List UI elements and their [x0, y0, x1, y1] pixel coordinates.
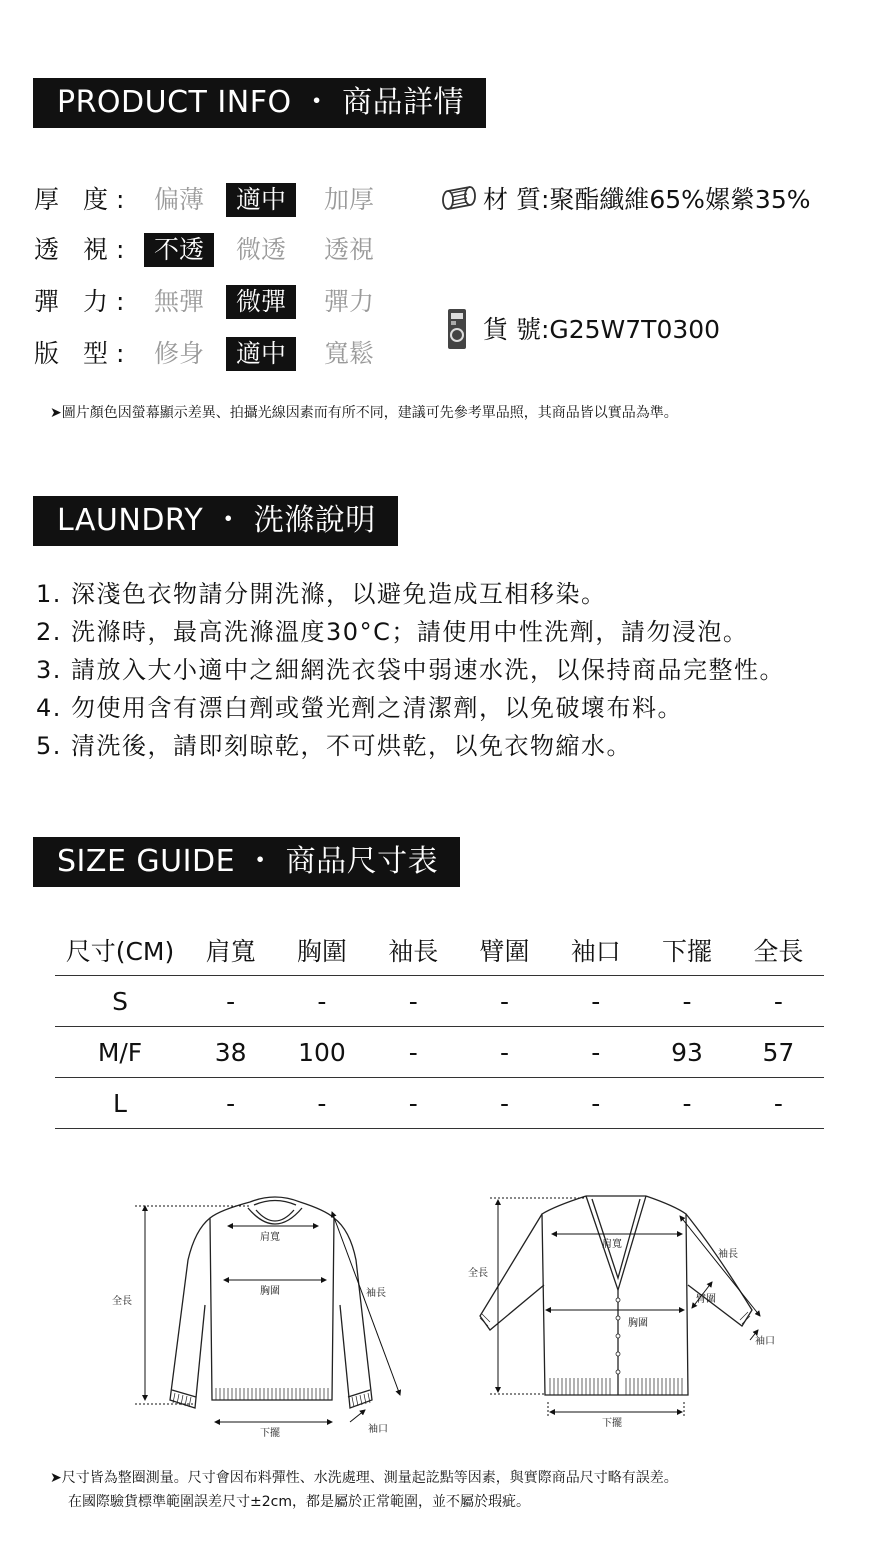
table-cell: -: [459, 1078, 550, 1129]
column-header: 全長: [733, 925, 824, 976]
table-cell: M/F: [55, 1027, 185, 1078]
size-note: 在國際驗貨標準範圍誤差尺寸±2cm，都是屬於正常範圍，並不屬於瑕疵。: [68, 1494, 530, 1510]
laundry-item: 3. 請放入大小適中之細網洗衣袋中弱速水洗，以保持商品完整性。: [36, 656, 786, 684]
table-row: [55, 1027, 824, 1078]
size-table: [55, 925, 824, 1129]
material-text: 材 質:聚酯纖維65%嫘縈35%: [483, 185, 811, 214]
table-cell: -: [733, 1078, 824, 1129]
table-cell: -: [733, 976, 824, 1027]
option: 彈力: [323, 287, 374, 316]
table-cell: 57: [733, 1027, 824, 1078]
column-header: 胸圍: [276, 925, 367, 976]
column-header: 臂圍: [459, 925, 550, 976]
laundry-item: 2. 洗滌時，最高洗滌溫度30°C；請使用中性洗劑，請勿浸泡。: [36, 618, 749, 646]
option: 微透: [235, 235, 286, 264]
option: 修身: [153, 339, 204, 368]
table-cell: -: [641, 1078, 732, 1129]
table-cell: -: [368, 976, 459, 1027]
item-number: 貨 號:G25W7T0300: [483, 315, 721, 344]
label-chest: 胸圍: [628, 1318, 648, 1329]
thread-spool-icon: [440, 184, 480, 216]
option-selected: 適中: [226, 337, 296, 371]
table-cell: -: [459, 1027, 550, 1078]
cardigan-diagram: [460, 1190, 800, 1450]
label-cuff: 袖口: [755, 1336, 775, 1347]
color-disclaimer: ➤圖片顏色因螢幕顯示差異、拍攝光線因素而有所不同，建議可先參考單品照，其商品皆以實品為準。: [50, 405, 678, 421]
table-header-row: [55, 925, 824, 976]
column-header: 下擺: [641, 925, 732, 976]
product-info-title: PRODUCT INFO ・ 商品詳情: [33, 78, 486, 128]
table-cell: -: [185, 1078, 276, 1129]
label-arm: 臂圍: [696, 1294, 716, 1305]
label-shoulder: 肩寬: [260, 1232, 280, 1243]
table-cell: -: [368, 1078, 459, 1129]
property-label: 彈 力:: [34, 287, 133, 316]
table-cell: -: [459, 976, 550, 1027]
laundry-title: LAUNDRY ・ 洗滌說明: [33, 496, 398, 546]
option: 加厚: [323, 185, 374, 214]
table-cell: 93: [641, 1027, 732, 1078]
laundry-item: 1. 深淺色衣物請分開洗滌，以避免造成互相移染。: [36, 580, 607, 608]
laundry-item: 4. 勿使用含有漂白劑或螢光劑之清潔劑，以免破壞布料。: [36, 694, 684, 722]
column-header: 尺寸(CM): [55, 925, 185, 976]
table-cell: -: [550, 976, 641, 1027]
label-sleeve: 袖長: [366, 1288, 386, 1299]
label-length: 全長: [112, 1296, 132, 1307]
sweater-diagram: [100, 1190, 430, 1450]
column-header: 袖長: [368, 925, 459, 976]
table-cell: -: [641, 976, 732, 1027]
tag-icon: [445, 307, 471, 353]
table-cell: -: [550, 1078, 641, 1129]
table-cell: 100: [276, 1027, 367, 1078]
laundry-item: 5. 清洗後，請即刻晾乾，不可烘乾，以免衣物縮水。: [36, 732, 633, 760]
label-hem: 下擺: [260, 1428, 280, 1439]
table-row: [55, 1078, 824, 1129]
table-cell: -: [550, 1027, 641, 1078]
table-cell: -: [368, 1027, 459, 1078]
table-cell: L: [55, 1078, 185, 1129]
option-selected: 適中: [226, 183, 296, 217]
option: 寬鬆: [323, 339, 374, 368]
table-cell: 38: [185, 1027, 276, 1078]
option-selected: 不透: [144, 233, 214, 267]
label-length: 全長: [468, 1268, 488, 1279]
size-guide-title: SIZE GUIDE ・ 商品尺寸表: [33, 837, 460, 887]
column-header: 肩寬: [185, 925, 276, 976]
property-label: 版 型:: [34, 339, 133, 368]
property-label: 透 視:: [34, 235, 133, 264]
property-label: 厚 度:: [34, 185, 133, 214]
option-selected: 微彈: [226, 285, 296, 319]
option: 無彈: [153, 287, 204, 316]
label-shoulder: 肩寬: [602, 1239, 622, 1250]
option: 透視: [323, 235, 374, 264]
option: 偏薄: [153, 185, 204, 214]
table-cell: -: [185, 976, 276, 1027]
table-cell: -: [276, 976, 367, 1027]
label-sleeve: 袖長: [718, 1249, 738, 1260]
table-row: [55, 976, 824, 1027]
table-cell: S: [55, 976, 185, 1027]
label-chest: 胸圍: [260, 1286, 280, 1297]
label-cuff: 袖口: [368, 1424, 388, 1435]
table-cell: -: [276, 1078, 367, 1129]
column-header: 袖口: [550, 925, 641, 976]
size-note: ➤尺寸皆為整圈測量。尺寸會因布料彈性、水洗處理、測量起訖點等因素，與實際商品尺寸略有誤差。: [50, 1470, 678, 1486]
label-hem: 下擺: [602, 1418, 622, 1429]
